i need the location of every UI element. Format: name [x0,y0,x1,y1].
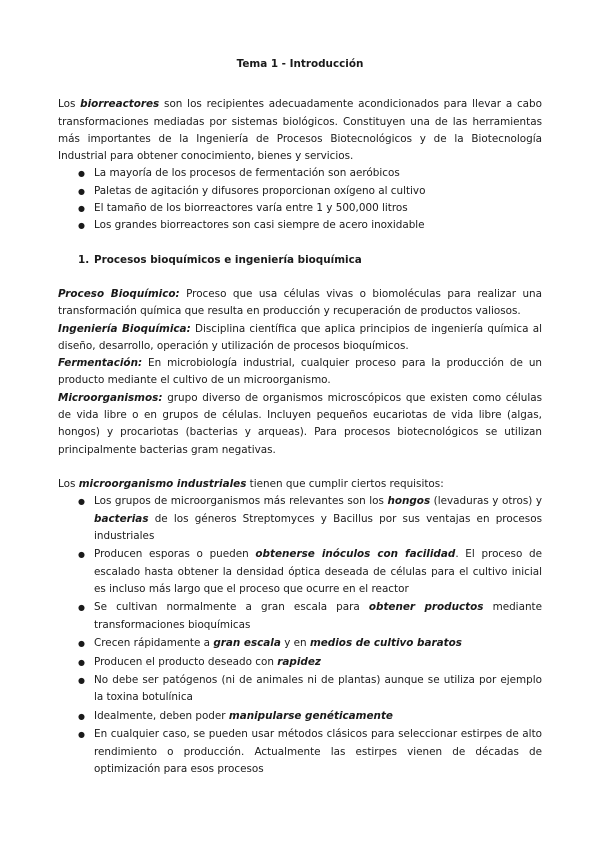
micro-bullet-list [58,493,542,778]
list-item: ● En cualquier caso, se pueden usar métodos clásicos para seleccionar estirpes de alto rendimiento o producción. Actualmente las estirpes vienen de décadas de optimización para esos procesos [94,726,542,778]
micro-intro-paragraph: Los microorganismo industriales tienen que cumplir ciertos requisitos: [58,477,444,490]
definition-microorganismos: Microorganismos: grupo diverso de organismos microscópicos que existen como células de vida libre o en grupos de células. Incluyen pequeños eucariotas de vida libre (algas, hongos) y procariotas (bacterias y arqueas). Para procesos biotecnológicos se utilizan principalmente bacterias gram negativas. [58,391,542,456]
section-heading [78,252,542,269]
definition-term: Proceso Bioquímico: [58,287,180,300]
spacer [58,459,542,476]
list-item: ● El tamaño de los biorreactores varía entre 1 y 500,000 litros [94,200,542,217]
list-item: ● La mayoría de los procesos de fermentación son aeróbicos [94,165,542,182]
definition-term: Fermentación: [58,357,143,370]
definition-ingenieria: Ingeniería Bioquímica: Disciplina científica que aplica principios de ingeniería química al diseño, desarrollo, operación y utilización de procesos bioquímicos. [58,322,542,352]
definition-term: Ingeniería Bioquímica: [58,322,191,335]
list-item: ● Los grandes biorreactores son casi siempre de acero inoxidable [94,217,542,234]
section-number: 1. [78,253,90,266]
list-item: ● Producen esporas o pueden obtenerse inóculos con facilidad. El proceso de escalado hasta obtener la densidad óptica deseada de células para el cultivo inicial es incluso más largo que el proceso que ocurre en el reactor [94,546,542,598]
list-item: ● Los grupos de microorganismos más relevantes son los hongos (levaduras y otros) y bacterias de los géneros Streptomyces y Bacillus por sus ventajas en procesos industriales [94,493,542,545]
list-item: ● No debe ser patógenos (ni de animales ni de plantas) aunque se utiliza por ejemplo la toxina botulínica [94,672,542,707]
list-item: ● Paletas de agitación y difusores proporcionan oxígeno al cultivo [94,183,542,200]
definition-term: Microorganismos: [58,391,163,404]
list-item: ● Crecen rápidamente a gran escala y en medios de cultivo baratos [94,635,542,652]
intro-term: biorreactores [80,98,160,111]
list-item: ● Producen el producto deseado con rapidez [94,654,542,671]
list-item: ● Idealmente, deben poder manipularse genéticamente [94,708,542,725]
intro-paragraph: Los biorreactores son los recipientes adecuadamente acondicionados para llevar a cabo transformaciones mediadas por sistemas biológicos. Constituyen una de las herramientas más importantes de la Ingeniería de Procesos Biotecnológicos y de la Biotecnología Industrial para obtener conocimiento, bienes y servicios. [58,98,543,163]
section-title: Procesos bioquímicos e ingeniería bioquímica [94,253,362,266]
list-item: ● Se cultivan normalmente a gran escala para obtener productos mediante transformaciones bioquímicas [94,599,542,634]
intro-bullet-list [58,165,542,234]
definition-fermentacion: Fermentación: En microbiología industrial, cualquier proceso para la producción de un producto mediante el cultivo de un microorganismo. [58,357,542,387]
definition-proceso: Proceso Bioquímico: Proceso que usa células vivas o biomoléculas para realizar una transformación química que resulta en producción y recuperación de productos valiosos. [58,287,542,318]
page-title: Tema 1 - Introducción [236,58,364,70]
micro-intro-term: microorganismo industriales [78,477,247,490]
